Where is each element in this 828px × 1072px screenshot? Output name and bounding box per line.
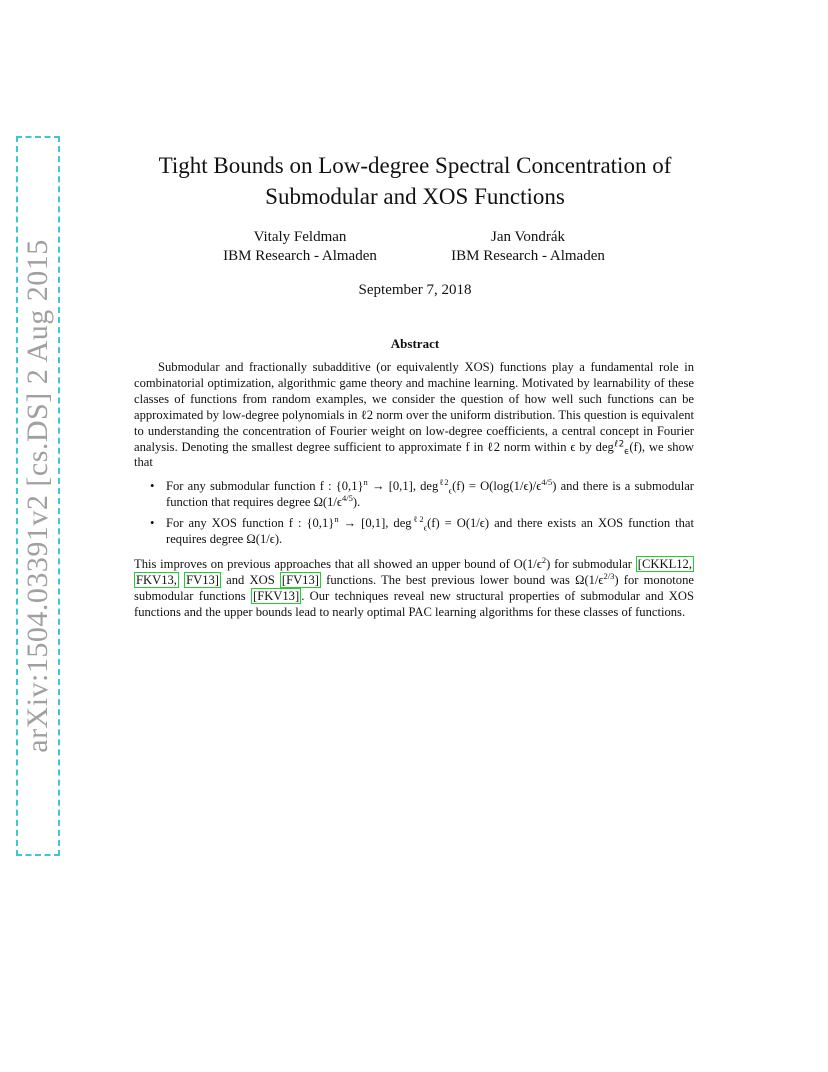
paper-title (120, 150, 710, 212)
abstract-text: (f), we show that (134, 439, 694, 470)
text-run: → [0,1], deg (367, 479, 439, 493)
superscript: ℓ2 (411, 513, 424, 524)
abstract-paragraph (134, 360, 694, 471)
abstract-paragraph (134, 554, 695, 621)
citation-link[interactable]: [FKV13] (253, 588, 300, 603)
text-run: functions. The best previous lower bound was Ω(1/ϵ (326, 572, 604, 587)
author-block (428, 228, 628, 266)
author-affiliation: IBM Research - Almaden (223, 248, 377, 264)
bullet-dot: • (150, 479, 155, 493)
text-run: ) for monotone submodular functions (134, 572, 694, 603)
text-run: For any XOS function f : {0,1} (166, 515, 335, 530)
text-run: (f) = O(1/ϵ) and there exists an XOS function that requires degree Ω(1/ϵ). (166, 515, 694, 546)
citation-link[interactable]: [CKKL12, (637, 557, 692, 571)
citation-link[interactable]: FKV13, (136, 572, 177, 587)
text-run: This improves on previous approaches that all showed an upper bound of O(1/ϵ (134, 557, 542, 571)
superscript: 2/3 (603, 570, 615, 581)
text-run: For any submodular function f : {0,1} (166, 479, 364, 493)
text-run: . Our techniques reveal new structural properties of submodular and XOS functions and the upper bounds lead to nearly optimal PAC learning algorithms for these classes of functions. (134, 588, 695, 619)
text-run: ) for submodular (546, 557, 632, 571)
author-name: Jan Vondrák (490, 229, 566, 245)
abstract-bullet-list (150, 476, 694, 553)
text-run: and XOS (226, 572, 275, 587)
text-run: ). (352, 494, 361, 509)
text-run: → [0,1], deg (338, 515, 412, 530)
superscript: n (363, 476, 368, 487)
superscript: 2 (541, 554, 547, 565)
author-block (200, 228, 400, 266)
subscript: ϵ (423, 522, 428, 533)
abstract-text: Submodular and fractionally subadditive (or equivalently XOS) functions play a fundamental role in combinatorial optimization, algorithmic game theory and machine learning. Motivated by learnability of these classes of functions from random examples, we consider the question of how well such functions can be approximated by low-degree polynomials in ℓ2 norm over the uniform distribution. This question is equivalent to understanding the concentration of Fourier weight on low-degree coefficients, a central concept in Fourier analysis. Denoting the smallest degree sufficient to approximate f in ℓ2 norm within ϵ by deg (134, 360, 694, 454)
author-affiliation: IBM Research - Almaden (451, 248, 605, 264)
bullet-dot: • (150, 515, 155, 530)
paper-date: September 7, 2018 (358, 282, 472, 298)
subscript: ϵ (624, 446, 630, 457)
superscript: n (334, 513, 339, 524)
list-item (150, 513, 694, 548)
superscript: ℓ2 (613, 438, 625, 449)
title-line-2: Submodular and XOS Functions (265, 184, 565, 209)
text-run: ) and there is a submodular function that requires degree Ω(1/ϵ (166, 479, 694, 509)
citation-link[interactable]: [FV13] (281, 572, 319, 587)
superscript: 4/5 (342, 492, 353, 503)
superscript: 4/5 (541, 476, 553, 487)
text-run: (f) = O(log(1/ϵ)/ϵ (452, 479, 542, 493)
arxiv-stamp: arXiv:1504.03391v2 [cs.DS] 2 Aug 2015 (16, 136, 60, 856)
subscript: ϵ (448, 485, 453, 496)
bullet-text (166, 476, 694, 511)
abstract-heading: Abstract (390, 336, 440, 351)
author-name: Vitaly Feldman (253, 229, 347, 245)
list-item (150, 476, 694, 511)
citation-link[interactable]: FV13] (186, 572, 219, 587)
bullet-text (166, 513, 694, 548)
superscript: ℓ2 (438, 476, 449, 487)
title-line-1: Tight Bounds on Low-degree Spectral Concentration of (158, 153, 672, 178)
